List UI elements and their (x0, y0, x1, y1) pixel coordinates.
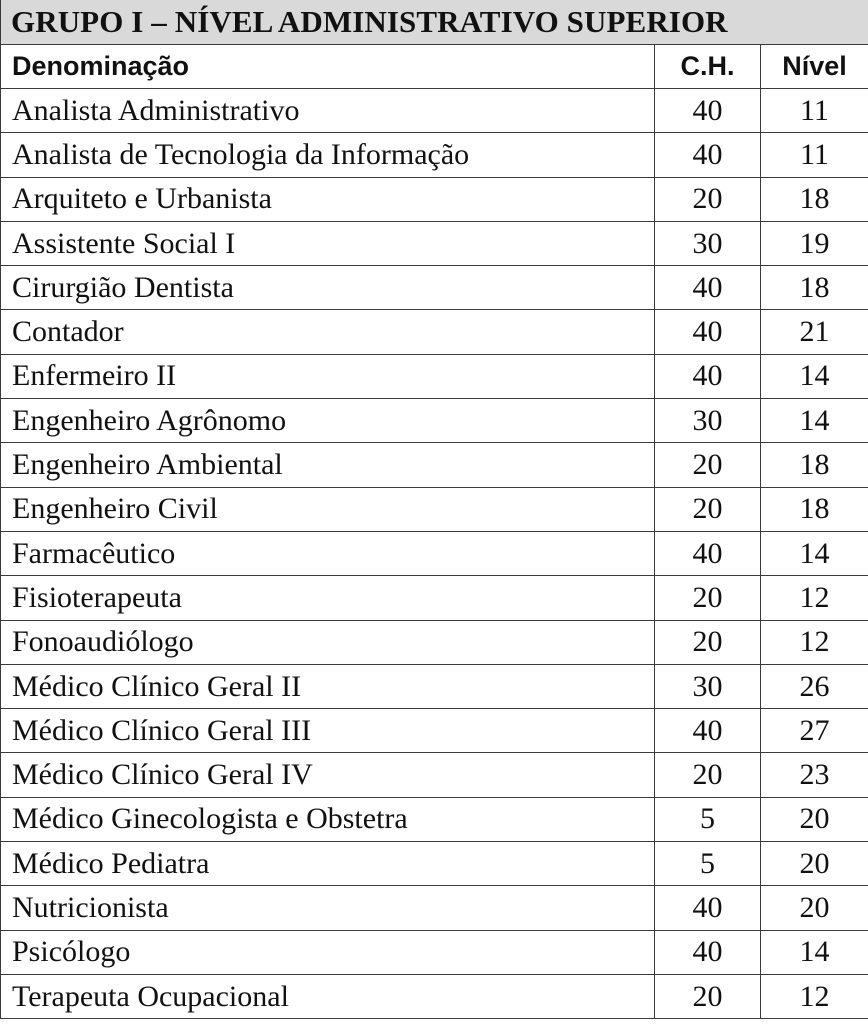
table-row (1, 576, 868, 620)
table-row (1, 133, 868, 177)
position-name-cell: Psicólogo (1, 930, 655, 974)
position-name-cell: Engenheiro Ambiental (1, 443, 655, 487)
table-row (1, 531, 868, 575)
workload-hours-cell: 40 (655, 310, 761, 354)
level-cell: 18 (761, 487, 868, 531)
workload-hours-cell: 40 (655, 354, 761, 398)
position-name-cell: Médico Ginecologista e Obstetra (1, 797, 655, 841)
level-cell: 11 (761, 133, 868, 177)
group-title-row (1, 0, 868, 45)
workload-hours-cell: 30 (655, 399, 761, 443)
table-row (1, 664, 868, 708)
table-row (1, 753, 868, 797)
level-cell: 18 (761, 266, 868, 310)
workload-hours-cell: 30 (655, 221, 761, 265)
workload-hours-cell: 20 (655, 576, 761, 620)
table-row (1, 177, 868, 221)
position-name-cell: Engenheiro Agrônomo (1, 399, 655, 443)
workload-hours-cell: 20 (655, 753, 761, 797)
level-cell: 11 (761, 89, 868, 133)
level-cell: 14 (761, 399, 868, 443)
level-cell: 27 (761, 709, 868, 753)
workload-hours-cell: 40 (655, 531, 761, 575)
level-cell: 14 (761, 531, 868, 575)
position-name-cell: Engenheiro Civil (1, 487, 655, 531)
workload-hours-cell: 20 (655, 974, 761, 1018)
position-name-cell: Médico Clínico Geral III (1, 709, 655, 753)
workload-hours-cell: 40 (655, 886, 761, 930)
level-cell: 20 (761, 886, 868, 930)
table-row (1, 266, 868, 310)
level-cell: 18 (761, 177, 868, 221)
table-row (1, 221, 868, 265)
level-cell: 14 (761, 354, 868, 398)
workload-hours-cell: 30 (655, 664, 761, 708)
level-cell: 12 (761, 974, 868, 1018)
position-name-cell: Médico Pediatra (1, 842, 655, 886)
position-name-cell: Médico Clínico Geral IV (1, 753, 655, 797)
position-name-cell: Enfermeiro II (1, 354, 655, 398)
level-cell: 12 (761, 620, 868, 664)
position-name-cell: Analista de Tecnologia da Informação (1, 133, 655, 177)
table-row (1, 886, 868, 930)
table-row (1, 354, 868, 398)
position-name-cell: Médico Clínico Geral II (1, 664, 655, 708)
workload-hours-cell: 20 (655, 177, 761, 221)
level-cell: 26 (761, 664, 868, 708)
table-row (1, 310, 868, 354)
level-cell: 23 (761, 753, 868, 797)
level-cell: 20 (761, 842, 868, 886)
position-name-cell: Contador (1, 310, 655, 354)
workload-hours-cell: 20 (655, 620, 761, 664)
level-cell: 14 (761, 930, 868, 974)
position-name-cell: Fonoaudiólogo (1, 620, 655, 664)
column-header-level: Nível (761, 45, 868, 89)
table-row (1, 399, 868, 443)
column-header-hours: C.H. (655, 45, 761, 89)
workload-hours-cell: 40 (655, 930, 761, 974)
position-name-cell: Nutricionista (1, 886, 655, 930)
workload-hours-cell: 40 (655, 266, 761, 310)
position-name-cell: Analista Administrativo (1, 89, 655, 133)
table-row (1, 89, 868, 133)
level-cell: 19 (761, 221, 868, 265)
position-name-cell: Assistente Social I (1, 221, 655, 265)
table-row (1, 974, 868, 1018)
position-name-cell: Fisioterapeuta (1, 576, 655, 620)
level-cell: 20 (761, 797, 868, 841)
position-name-cell: Arquiteto e Urbanista (1, 177, 655, 221)
level-cell: 18 (761, 443, 868, 487)
table-row (1, 487, 868, 531)
table-row (1, 620, 868, 664)
level-cell: 21 (761, 310, 868, 354)
workload-hours-cell: 20 (655, 443, 761, 487)
group-title: GRUPO I – NÍVEL ADMINISTRATIVO SUPERIOR (1, 0, 868, 45)
workload-hours-cell: 5 (655, 797, 761, 841)
table-row (1, 930, 868, 974)
workload-hours-cell: 5 (655, 842, 761, 886)
position-name-cell: Farmacêutico (1, 531, 655, 575)
table-row (1, 709, 868, 753)
level-cell: 12 (761, 576, 868, 620)
table-row (1, 797, 868, 841)
position-name-cell: Terapeuta Ocupacional (1, 974, 655, 1018)
table-row (1, 842, 868, 886)
workload-hours-cell: 40 (655, 709, 761, 753)
table-row (1, 443, 868, 487)
column-header-name: Denominação (1, 45, 655, 89)
position-name-cell: Cirurgião Dentista (1, 266, 655, 310)
workload-hours-cell: 20 (655, 487, 761, 531)
workload-hours-cell: 40 (655, 133, 761, 177)
workload-hours-cell: 40 (655, 89, 761, 133)
column-header-row (1, 45, 868, 89)
